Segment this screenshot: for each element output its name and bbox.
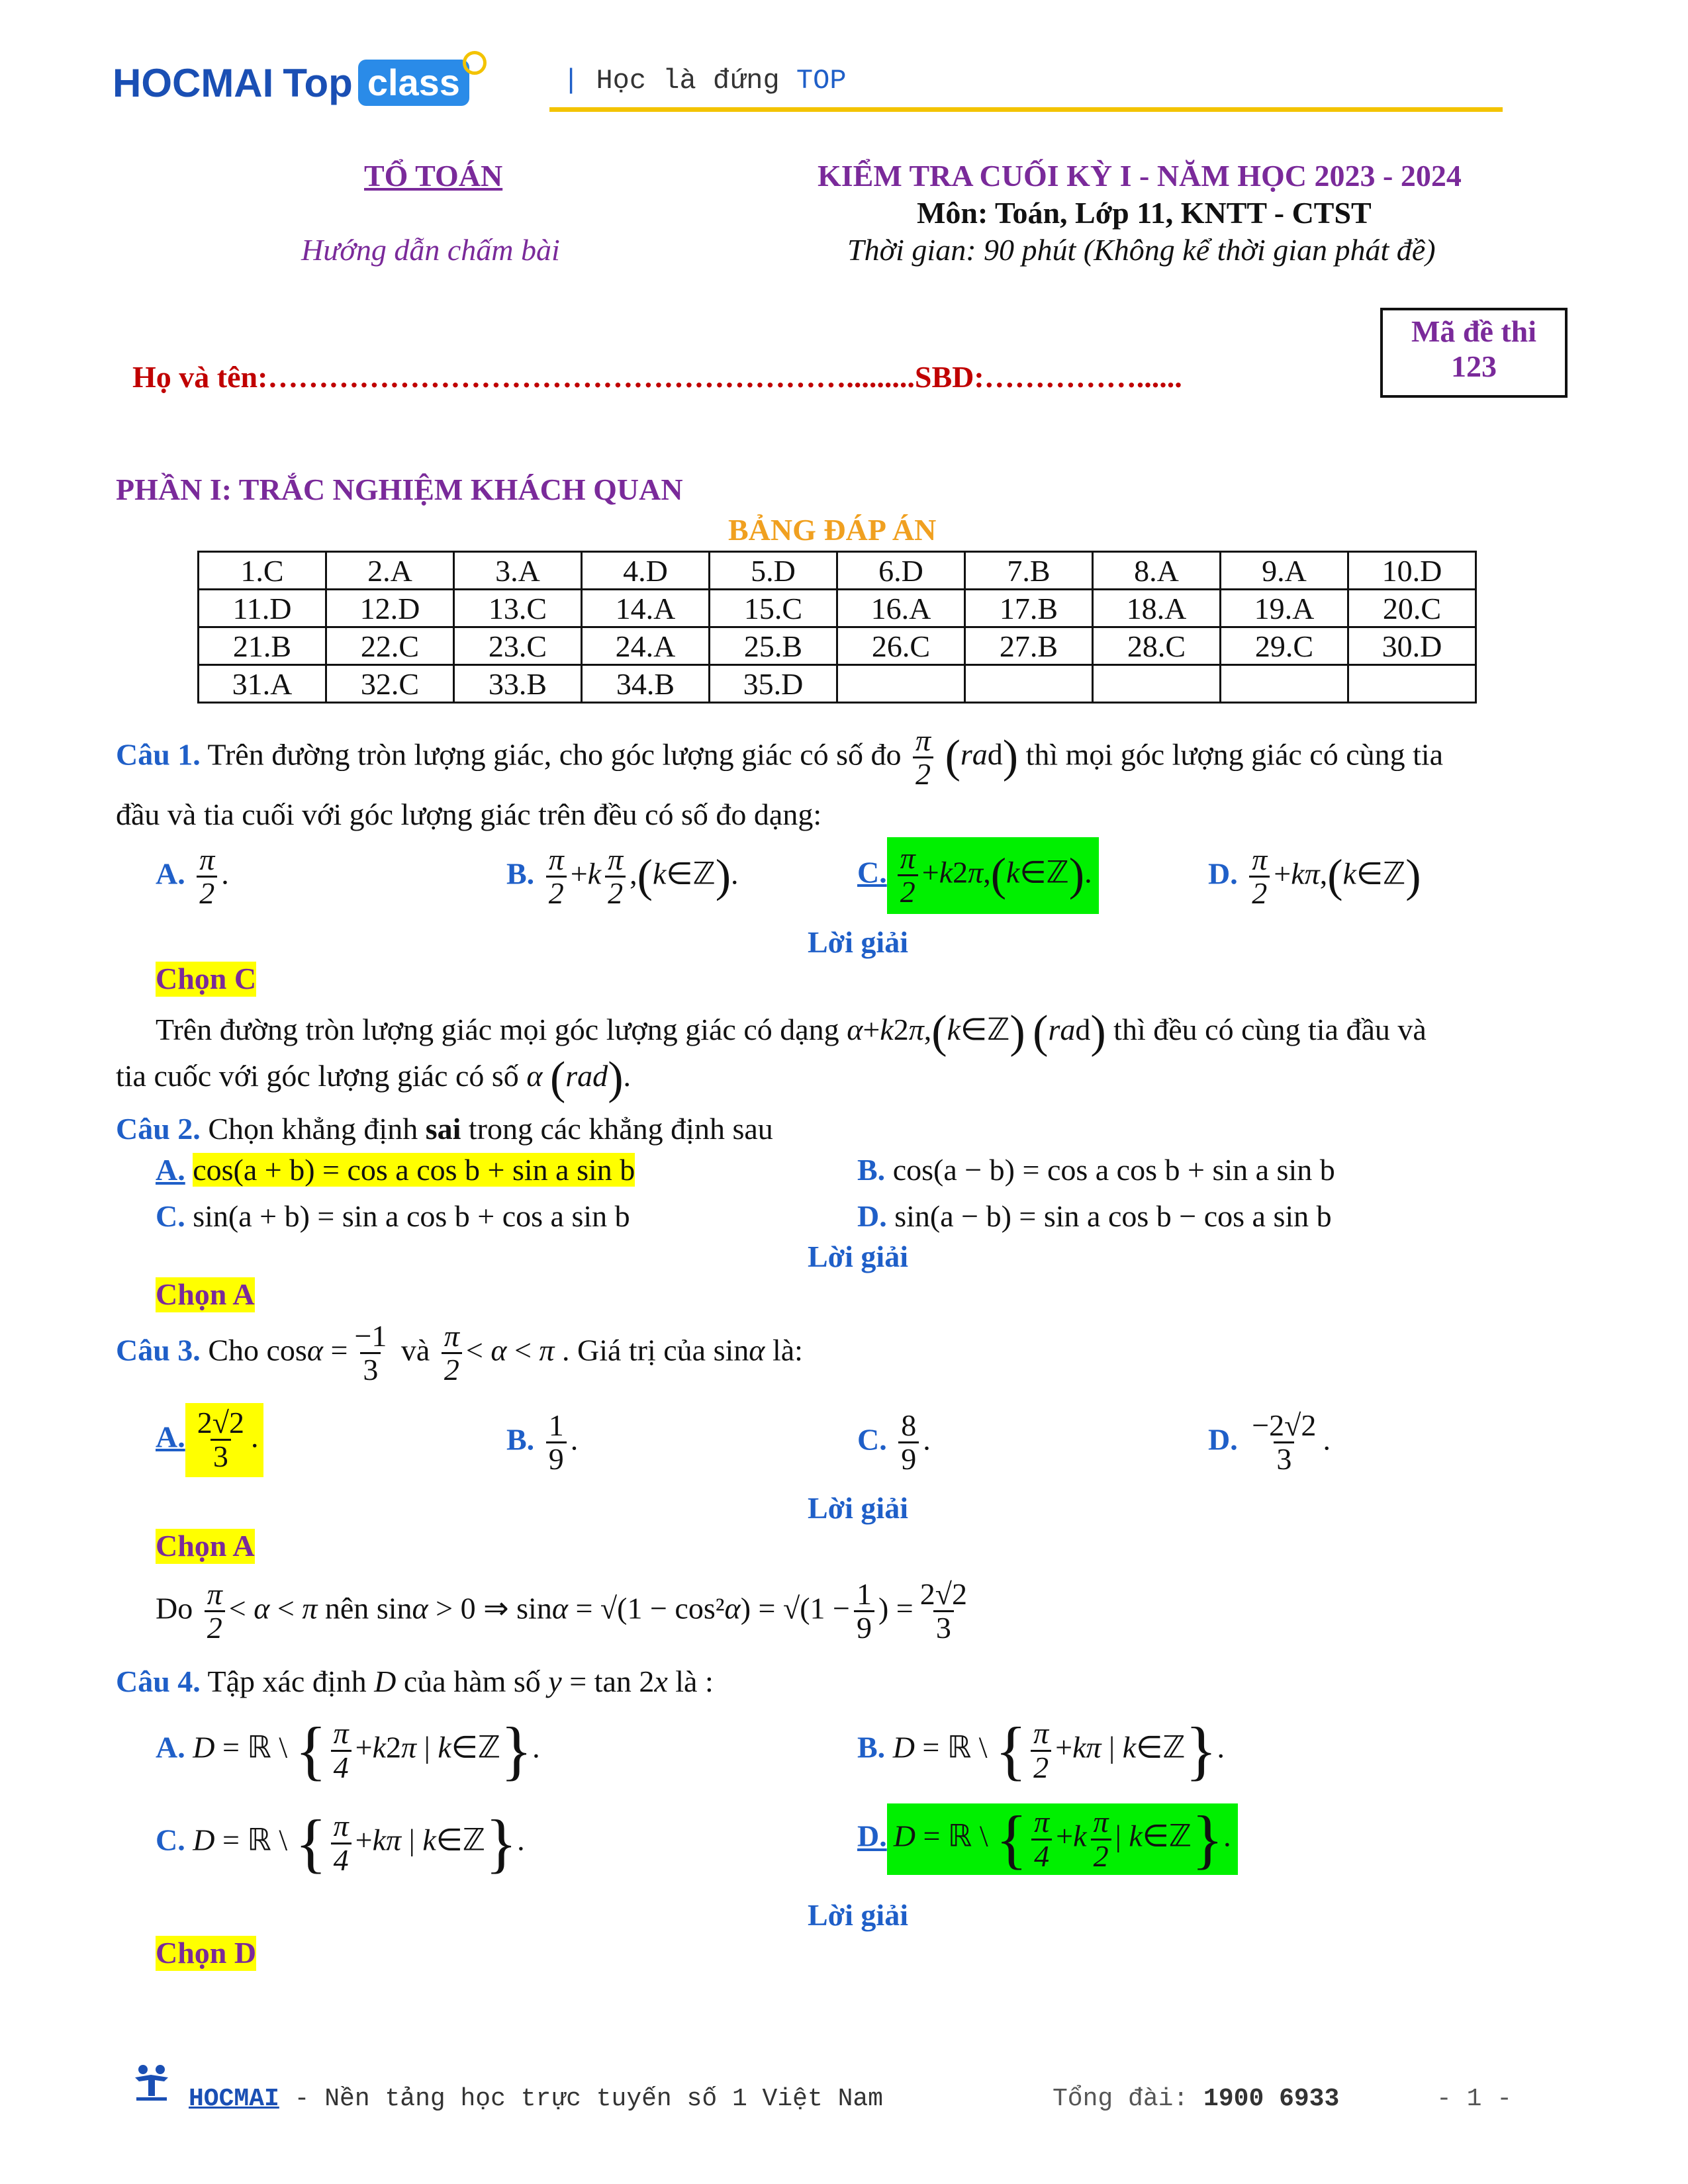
q3-solution: Do $\frac{\pi}{2}$ < α < π nên sinα > 0 ⇒ sinα = √(1 − cos²α) = √(1 − $\frac{1}{9}$ ) = $\frac{2√2}{3}$ [156, 1577, 967, 1645]
q4-option-a: A. D = ℝ \ { $\frac{\pi}{4}$ +k2π | k∈ℤ}. [156, 1713, 540, 1787]
answer-cell: 11.D [199, 590, 326, 627]
q1-text-b: thì mọi góc lượng giác có cùng tia [1025, 737, 1444, 772]
exam-title: KIỂM TRA CUỐI KỲ I - NĂM HỌC 2023 - 2024 [818, 159, 1462, 193]
q3-option-d: D. $\frac{-2√2}{3}$ . [1208, 1408, 1331, 1477]
exam-code-box [1380, 308, 1568, 398]
answer-cell: 26.C [837, 627, 965, 665]
answer-cell: 27.B [965, 627, 1093, 665]
q4-choice: Chọn D [156, 1936, 257, 1970]
q1-sol-a: Trên đường tròn lượng giác mọi góc lượng giác có dạng [156, 1012, 839, 1046]
q3-choice: Chọn A [156, 1529, 255, 1563]
answer-cell: 14.A [582, 590, 710, 627]
q2-option-a-text: cos(a + b) = cos a cos b + sin a sin b [193, 1153, 635, 1187]
answer-cell: 7.B [965, 552, 1093, 590]
q3-option-a: A. $\frac{2√2}{3}$ . [156, 1403, 263, 1477]
q2-option-a: A. cos(a + b) = cos a cos b + sin a sin b [156, 1153, 635, 1187]
exam-code-label: Mã đề thi [1411, 314, 1537, 348]
q1-solution-line1: Trên đường tròn lượng giác mọi góc lượng giác có dạng α+k2π,(k∈ℤ) (rad) thì đều có cùng tia đầu và [156, 1007, 1427, 1058]
answer-table-row [199, 665, 1476, 703]
answer-cell: 21.B [199, 627, 326, 665]
slogan [563, 65, 847, 97]
department: TỔ TOÁN [364, 159, 503, 193]
q1-line1 [116, 725, 1443, 791]
answer-table [197, 551, 1477, 704]
q1-label: Câu 1. [116, 737, 201, 772]
q4-option-c: C. D = ℝ \ { $\frac{\pi}{4}$ +kπ | k∈ℤ}. [156, 1806, 525, 1880]
q2-option-b: B. cos(a − b) = cos a cos b + sin a sin b [857, 1153, 1335, 1187]
q1-text-a: Trên đường tròn lượng giác, cho góc lượng giác có số đo [207, 737, 902, 772]
footer-hotline [1053, 2085, 1339, 2113]
q4-text-b: của hàm số [403, 1664, 541, 1698]
answer-cell: 31.A [199, 665, 326, 703]
answer-cell: 2.A [326, 552, 454, 590]
q1-option-c: C. $\frac{\pi}{2}$ +k2π,(k∈ℤ). [857, 837, 1099, 914]
answer-cell: 20.C [1348, 590, 1476, 627]
footer-logo-icon [131, 2062, 172, 2103]
q1-angle: $\frac{\pi}{2}$ [913, 725, 933, 791]
answer-cell [837, 665, 965, 703]
q4-text-a: Tập xác định [207, 1664, 367, 1698]
answer-cell: 1.C [199, 552, 326, 590]
footer-line [189, 2085, 883, 2113]
q4-stem: Câu 4. Tập xác định D của hàm số y = tan 2x là : [116, 1664, 714, 1698]
answer-cell: 34.B [582, 665, 710, 703]
answer-cell: 16.A [837, 590, 965, 627]
q1-rad: (rad) [945, 731, 1019, 783]
q3-sol-nen: nên [324, 1591, 369, 1625]
answer-cell [1221, 665, 1348, 703]
footer-brand[interactable]: HOCMAI [189, 2085, 279, 2113]
q4-label: Câu 4. [116, 1664, 201, 1698]
answer-cell: 28.C [1093, 627, 1221, 665]
answer-cell: 30.D [1348, 627, 1476, 665]
q4-option-b: B. D = ℝ \ { $\frac{\pi}{2}$ +kπ | k∈ℤ}. [857, 1713, 1225, 1787]
q4-option-d: D. D = ℝ \ { $\frac{\pi}{4}$ +k $\frac{\pi}{2}$ | k∈ℤ}. [857, 1803, 1238, 1875]
footer-hotline-label: Tổng đài: [1053, 2085, 1189, 2113]
answer-cell: 35.D [710, 665, 837, 703]
answer-table-row [199, 552, 1476, 590]
answer-cell: 6.D [837, 552, 965, 590]
logo-top: Top [283, 60, 353, 105]
q2-option-c-text: sin(a + b) = sin a cos b + cos a sin b [193, 1199, 630, 1233]
footer-hotline-number: 1900 6933 [1203, 2085, 1340, 2113]
answer-table-row [199, 627, 1476, 665]
answer-cell: 32.C [326, 665, 454, 703]
q3-text-d: là: [772, 1333, 803, 1367]
q2-option-c: C. sin(a + b) = sin a cos b + cos a sin b [156, 1199, 630, 1233]
q1-text-c: đầu và tia cuối với góc lượng giác trên đều có số đo dạng: [116, 797, 822, 831]
q2-stem [116, 1112, 773, 1147]
q1-option-b: B. $\frac{\pi}{2}$ +k $\frac{\pi}{2}$ ,(k∈ℤ). [506, 842, 739, 911]
q4-text-c: là : [675, 1664, 714, 1698]
q1-sol-b: thì đều có cùng tia đầu và [1113, 1012, 1427, 1046]
q3-text-c: . Giá trị của [561, 1333, 706, 1367]
q3-sol-do: Do [156, 1591, 193, 1625]
q1-solution-heading: Lời giải [808, 925, 908, 959]
slogan-top: TOP [796, 65, 847, 97]
q3-solution-heading: Lời giải [808, 1491, 908, 1525]
q2-text-bold: sai [425, 1112, 461, 1146]
answer-cell: 18.A [1093, 590, 1221, 627]
answer-cell: 23.C [454, 627, 582, 665]
answer-table-row [199, 590, 1476, 627]
answer-table-title: BẢNG ĐÁP ÁN [728, 513, 937, 547]
answer-cell: 10.D [1348, 552, 1476, 590]
answer-cell: 24.A [582, 627, 710, 665]
part1-title: PHẦN I: TRẮC NGHIỆM KHÁCH QUAN [116, 473, 683, 506]
answer-cell: 33.B [454, 665, 582, 703]
slogan-text: Học là đứng [596, 65, 780, 97]
name-sbd-line: Họ và tên:………………………………………………….........SBD:……………...... [132, 360, 1182, 394]
exam-time: Thời gian: 90 phút (Không kể thời gian phát đề) [847, 233, 1436, 267]
q2-choice: Chọn A [156, 1277, 255, 1311]
exam-subject: Môn: Toán, Lớp 11, KNTT - CTST [917, 196, 1372, 230]
q3-option-b: B. $\frac{1}{9}$ . [506, 1408, 579, 1477]
q4-solution-heading: Lời giải [808, 1898, 908, 1932]
answer-cell: 17.B [965, 590, 1093, 627]
q3-text-a: Cho [208, 1333, 259, 1367]
answer-cell: 29.C [1221, 627, 1348, 665]
q1-option-a: A. $\frac{\pi}{2}$ . [156, 842, 229, 911]
sun-icon [463, 51, 487, 75]
logo-class: class [358, 60, 469, 106]
q3-text-b: và [400, 1333, 430, 1367]
logo-hocmai: HOCMAI [113, 60, 274, 105]
answer-cell [965, 665, 1093, 703]
header-rule [549, 107, 1503, 112]
q3-label: Câu 3. [116, 1333, 201, 1367]
q2-option-d: D. sin(a − b) = sin a cos b − cos a sin b [857, 1199, 1332, 1233]
answer-cell: 3.A [454, 552, 582, 590]
answer-cell: 13.C [454, 590, 582, 627]
answer-cell: 15.C [710, 590, 837, 627]
answer-cell: 9.A [1221, 552, 1348, 590]
q3-stem: Câu 3. Cho cosα = $\frac{-1}{3}$ và $\frac{\pi}{2}$ < α < π . Giá trị của sinα là: [116, 1319, 803, 1387]
q2-label: Câu 2. [116, 1112, 201, 1146]
q1-option-d: D. $\frac{\pi}{2}$ +kπ,(k∈ℤ) [1208, 842, 1421, 911]
answer-cell: 22.C [326, 627, 454, 665]
slogan-bar: | [563, 65, 580, 97]
exam-code-value: 123 [1451, 349, 1497, 383]
answer-cell: 5.D [710, 552, 837, 590]
q2-option-b-text: cos(a − b) = cos a cos b + sin a sin b [892, 1153, 1335, 1187]
q1-sol-c: tia cuốc với góc lượng giác có số [116, 1058, 519, 1093]
q2-solution-heading: Lời giải [808, 1240, 908, 1273]
answer-cell: 12.D [326, 590, 454, 627]
q1-choice: Chọn C [156, 962, 257, 995]
answer-cell: 19.A [1221, 590, 1348, 627]
grading-guide-label: Hướng dẫn chấm bài [301, 233, 560, 267]
q2-option-d-text: sin(a − b) = sin a cos b − cos a sin b [894, 1199, 1332, 1233]
answer-cell: 4.D [582, 552, 710, 590]
footer-tagline: - Nền tảng học trực tuyến số 1 Việt Nam [294, 2085, 883, 2113]
answer-cell: 25.B [710, 627, 837, 665]
q2-text-b: trong các khẳng định sau [468, 1112, 773, 1146]
answer-cell [1348, 665, 1476, 703]
answer-cell: 8.A [1093, 552, 1221, 590]
q3-option-c: C. $\frac{8}{9}$ . [857, 1408, 931, 1477]
logo [113, 53, 487, 113]
q1-solution-line2: tia cuốc với góc lượng giác có số α (rad). [116, 1053, 631, 1104]
q2-text-a: Chọn khẳng định [208, 1112, 418, 1146]
page-number: - 1 - [1436, 2085, 1513, 2113]
answer-cell [1093, 665, 1221, 703]
